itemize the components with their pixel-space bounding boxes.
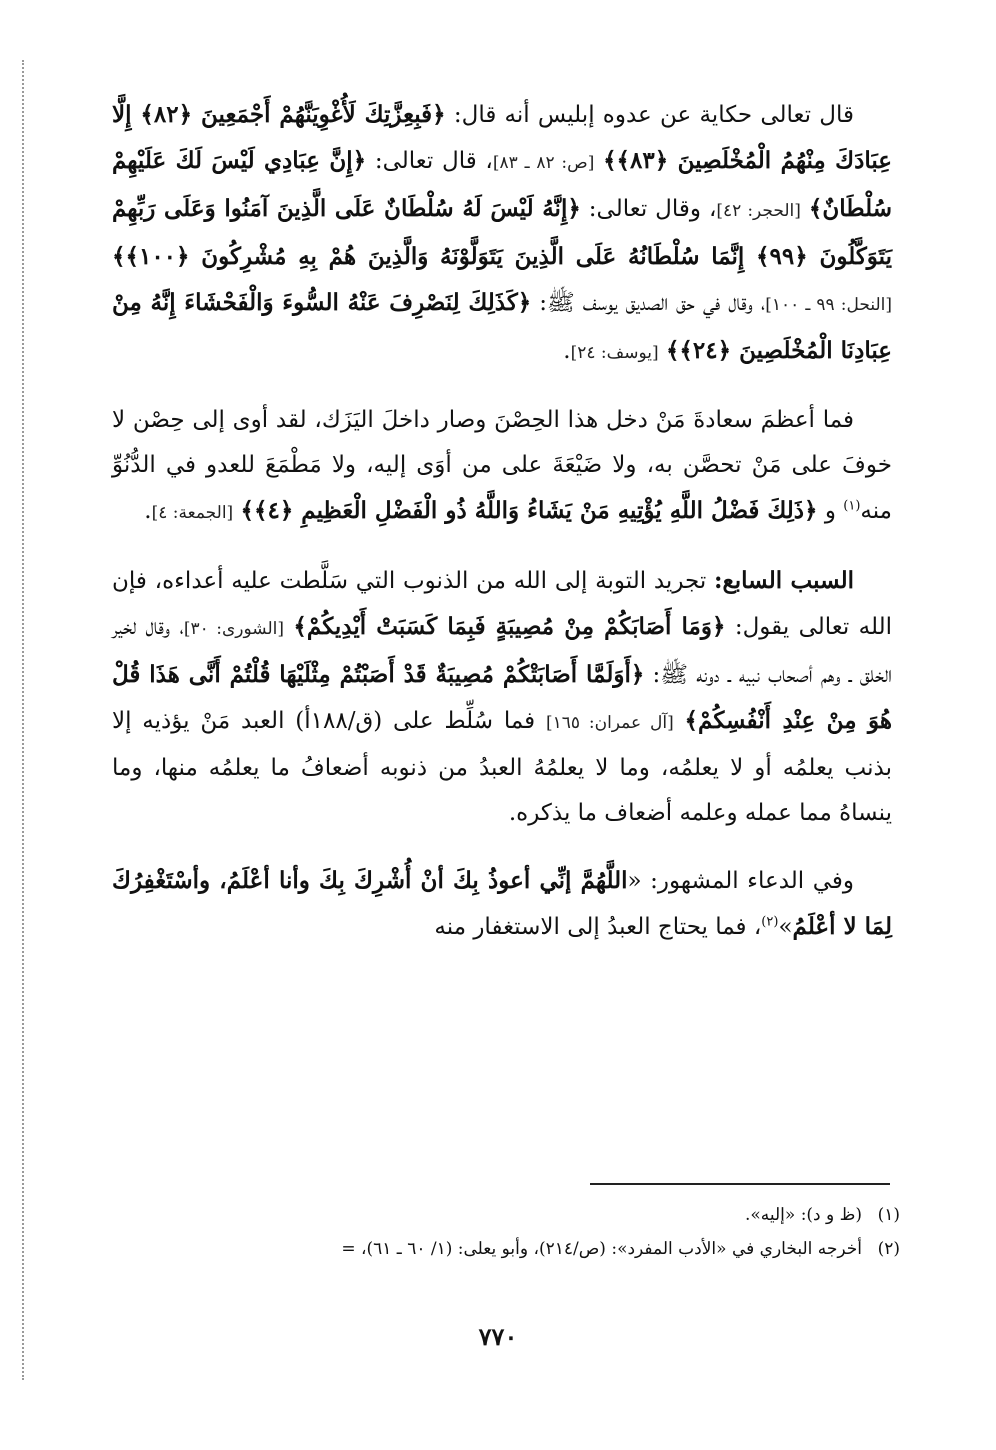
footnote-number: (١): [877, 1205, 900, 1225]
quran-verse: فَبِعِزَّتِكَ لَأُغْوِيَنَّهُمْ أَجْمَعِينَ ﴿٨٢﴾ إِلَّا عِبَادَكَ مِنْهُمُ الْمُخْلَصِينَ ﴿٨٣﴾: [112, 101, 893, 174]
ornate-bracket-close: ﴾: [603, 147, 617, 174]
footnote-marker: (١): [843, 498, 861, 514]
quran-verse: أَوَلَمَّا أَصَابَتْكُمْ مُصِيبَةٌ قَدْ أَصَبْتُمْ مِثْلَيْهَا قُلْتُمْ أَنَّى هَذَا قُلْ هُوَ مِنْ عِنْدِ أَنْفُسِكُمْ: [112, 661, 893, 734]
paragraph-fortress: [112, 398, 892, 536]
verse-reference: [الحجر: ٤٢]: [716, 201, 801, 221]
footnote-divider: [590, 1183, 890, 1185]
dua-continuation: ، فما يحتاج العبدُ إلى الاستغفار منه: [434, 914, 762, 940]
footnote-marker: (٢): [761, 914, 779, 930]
cause-continuation: فما سُلِّط على (ق/١٨٨أ) العبد مَنْ يؤذيه إلا بذنب يعلمُه أو لا يعلمُه، وما لا يعلمُهُ العبدُ من ذنوبه أضعافُ ما يعلمُه منها، وما ينساهُ مما عمله وعلمه أضعاف ما يذكره.: [112, 708, 892, 826]
connector-text: ، قال تعالى:: [374, 148, 493, 174]
page-number: ٧٧٠: [478, 1322, 518, 1351]
paragraph-iblis: [112, 92, 892, 376]
intro-text: قال تعالى حكاية عن عدوه إبليس أنه قال:: [453, 102, 854, 128]
ornate-bracket-close: ﴾: [808, 195, 823, 222]
footnote-item: [100, 1198, 900, 1232]
cause-text: تجريد التوبة إلى الله من الذنوب التي سَلَّطت عليه أعداءه، فإن الله تعالى يقول:: [112, 568, 893, 640]
verse-reference: [الشورى: ٣٠]: [183, 619, 285, 639]
fortress-text: فما أعظمَ سعادةَ مَنْ دخل هذا الحِصْنَ وصار داخلَ اليَزَك، لقد أوى إلى حِصْن لا خوفَ على مَنْ تحصَّن به، ولا ضَيْعَةَ على من أوَى إليه، ولا مَطْمَعَ للعدو في الدُّنُوِّ منه: [112, 407, 892, 524]
ornate-bracket-open: ﴿: [567, 195, 581, 222]
quran-verse: وَمَا أَصَابَكُمْ مِنْ مُصِيبَةٍ فَبِمَا كَسَبَتْ أَيْدِيكُمْ: [306, 613, 712, 640]
ornate-bracket-open: ﴿: [352, 147, 367, 174]
sentence-end: .: [144, 498, 152, 524]
ornate-bracket-close: ﴾: [684, 707, 699, 734]
ornate-bracket-close: ﴾: [665, 337, 680, 364]
footnote-number: (٢): [877, 1239, 900, 1259]
quran-verse: إِنَّهُ لَيْسَ لَهُ سُلْطَانٌ عَلَى الَّذِينَ آمَنُوا وَعَلَى رَبِّهِمْ يَتَوَكَّلُونَ ﴿٩٩﴾ إِنَّمَا سُلْطَانُهُ عَلَى الَّذِينَ يَتَوَلَّوْنَهُ وَالَّذِينَ هُمْ بِهِ مُشْرِكُونَ ﴿١٠٠﴾: [112, 195, 892, 270]
quran-verse: كَذَلِكَ لِنَصْرِفَ عَنْهُ السُّوءَ وَالْفَحْشَاءَ إِنَّهُ مِنْ عِبَادِنَا الْمُخْلَصِينَ ﴿٢٤﴾: [112, 289, 892, 364]
connector-text: ، وقال لخير الخلق ـ وهم أصحاب نبيه ـ دونه ﷺ:: [112, 614, 893, 688]
sentence-end: .: [563, 338, 571, 364]
paragraph-dua: [112, 858, 892, 950]
ornate-bracket-close: ﴾: [293, 613, 307, 640]
footnote-text: أخرجه البخاري في «الأدب المفرد»: (ص/٢١٤)، وأبو يعلى: (١/ ٦٠ ـ ٦١)، =: [341, 1239, 862, 1259]
dua-intro: وفي الدعاء المشهور: «: [627, 868, 854, 894]
ornate-bracket-close: ﴾: [240, 497, 254, 524]
verse-reference: [الجمعة: ٤]: [151, 503, 234, 523]
footnotes: [100, 1198, 900, 1266]
ornate-bracket-open: ﴿: [804, 497, 818, 524]
verse-reference: [يوسف: ٢٤]: [570, 343, 659, 363]
footnote-item: [100, 1232, 900, 1266]
dua-text: اللَّهُمَّ إنِّي أعوذُ بِكَ أنْ أُشْرِكَ بِكَ وأنا أعْلَمُ، وأسْتَغْفِرُكَ لِمَا لا أعْلَمُ: [112, 867, 892, 940]
verse-reference: [آل عمران: ١٦٥]: [545, 713, 674, 733]
connector-text: ، وقال في حق الصديق يوسف ﷺ:: [539, 290, 766, 316]
quran-verse: ذَلِكَ فَضْلُ اللَّهِ يُؤْتِيهِ مَنْ يَشَاءُ وَاللَّهُ ذُو الْفَضْلِ الْعَظِيمِ ﴿٤﴾: [253, 497, 805, 524]
ornate-bracket-open: ﴿: [517, 289, 532, 316]
ornate-bracket-open: ﴿: [630, 661, 645, 688]
scan-edge-dots: [22, 60, 24, 1380]
verse-reference: [النحل: ٩٩ ـ ١٠٠]: [765, 295, 893, 315]
verse-reference: [ص: ٨٢ ـ ٨٣]: [492, 153, 595, 173]
connector-text: ، وقال تعالى:: [588, 196, 717, 222]
section-lead: السبب السابع:: [714, 567, 854, 594]
dua-close: »: [778, 914, 793, 940]
ornate-bracket-open: ﴿: [711, 613, 726, 640]
main-text: [112, 92, 892, 950]
footnote-text: (ظ و د): «إليه».: [744, 1205, 862, 1225]
paragraph-seventh-cause: [112, 558, 892, 836]
ornate-bracket-close: ﴾: [112, 243, 126, 270]
quran-verse: إِنَّ عِبَادِي لَيْسَ لَكَ عَلَيْهِمْ سُلْطَانٌ: [112, 147, 893, 222]
connector-text: و: [817, 498, 844, 524]
ornate-bracket-open: ﴿: [432, 101, 446, 128]
